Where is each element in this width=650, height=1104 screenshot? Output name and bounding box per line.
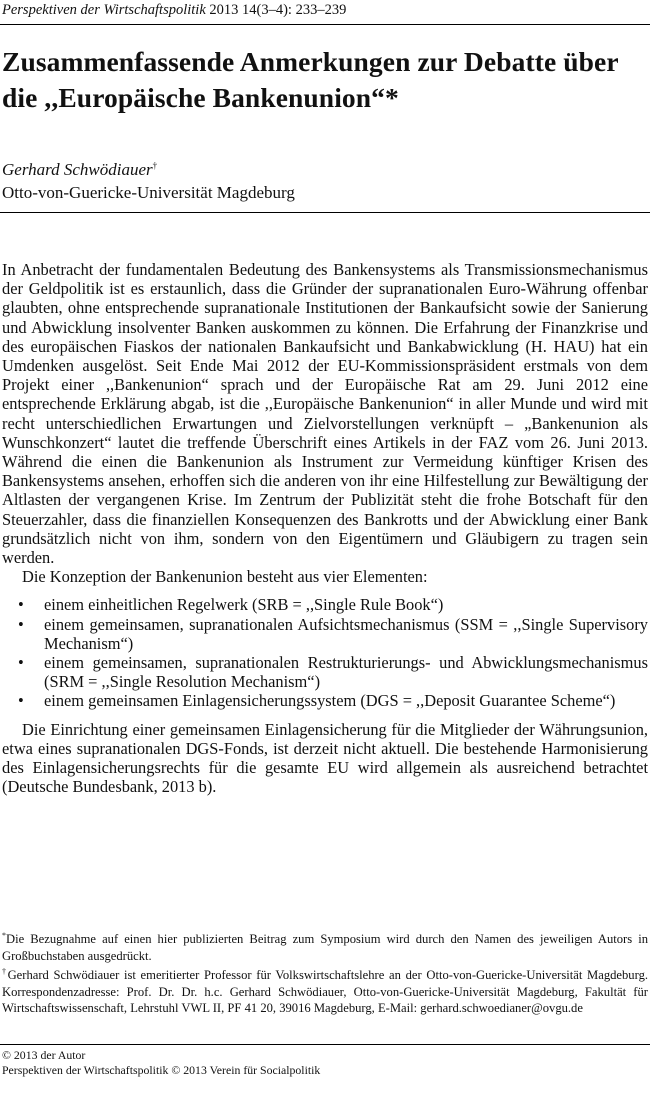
footnotes xyxy=(2,928,648,1016)
bullet-icon: • xyxy=(18,653,24,673)
body-paragraph-2: Die Konzeption der Bankenunion besteht aus vier Elementen: xyxy=(22,567,428,587)
author-name: Gerhard Schwödiauer xyxy=(2,160,153,179)
bullet-icon: • xyxy=(18,691,24,711)
list-item-text: einem gemeinsamen, supranationalen Aufsichtsmechanismus (SSM = ,,Single Supervisory Mechanism“) xyxy=(44,614,648,653)
footnote-2-mark: † xyxy=(2,967,8,976)
header-rule xyxy=(0,24,650,25)
elements-list xyxy=(2,595,648,710)
footnote-2-text: Gerhard Schwödiauer ist emeritierter Professor für Volkswirtschaftslehre an der Otto-von-Guericke-Universität Magdeburg. Korrespondenzadresse: Prof. Dr. Dr. h.c. Gerhard Schwödiauer, Otto-von-Guericke-Universität Magdeburg, Fakultät für Wirtschaftswissenschaft, Lehrstuhl VWL II, PF 41 20, 39016 Magdeburg, E-Mail: gerhard.schwoedianer@ovgu.de xyxy=(2,968,649,1015)
article-body xyxy=(2,260,648,796)
author-footnote-mark: † xyxy=(152,160,158,171)
bullet-icon: • xyxy=(18,614,24,634)
author-line xyxy=(2,160,157,180)
list-item xyxy=(2,691,648,710)
page-footer xyxy=(2,1048,320,1078)
list-item-text: einem gemeinsamen, supranationalen Restrukturierungs- und Abwicklungsmechanismus (SRM = ,,Single Resolution Mechanism“) xyxy=(44,653,648,692)
footnote-1-text: Die Bezugnahme auf einen hier publizierten Beitrag zum Symposium wird durch den Namen des jeweiligen Autors in Großbuchstaben ausgedrückt. xyxy=(2,932,648,963)
list-item-text: einem gemeinsamen Einlagensicherungssystem (DGS = ,,Deposit Guarantee Scheme“) xyxy=(44,691,616,711)
copyright-journal: Perspektiven der Wirtschaftspolitik © 2013 Verein für Socialpolitik xyxy=(2,1063,321,1077)
title-block-rule xyxy=(0,212,650,213)
footer-rule xyxy=(0,1044,650,1045)
author-affiliation: Otto-von-Guericke-Universität Magdeburg xyxy=(2,183,295,202)
list-item xyxy=(2,595,648,614)
bullet-icon: • xyxy=(18,595,24,615)
footnote-2 xyxy=(2,964,648,1016)
journal-name: Perspektiven der Wirtschaftspolitik xyxy=(2,2,206,18)
list-item xyxy=(2,615,648,653)
footnote-1 xyxy=(2,928,648,964)
list-item xyxy=(2,653,648,691)
journal-header xyxy=(2,2,346,19)
body-paragraph-3: Die Einrichtung einer gemeinsamen Einlagensicherung für die Mitglieder der Währungsunion, etwa eines supranationalen DGS-Fonds, ist derzeit nicht aktuell. Die bestehende Harmonisierung des Einlagensicherungsrechts für die gesamte EU wird allgemein als ausreichend betrachtet (Deutsche Bundesbank, 2013 b). xyxy=(2,719,648,797)
copyright-author: © 2013 der Autor xyxy=(2,1048,86,1062)
body-paragraph-1: In Anbetracht der fundamentalen Bedeutung des Bankensystems als Transmissionsmechanismus der Geldpolitik ist es erstaunlich, dass die Gründer der supranationalen Euro-Währung offenbar glaubten, ohne entsprechende supranationale Institutionen der Bankaufsicht sowie der Sanierung und Abwicklung insolventer Banken auskommen zu können. Die Erfahrung der Finanzkrise und des europäischen Fiaskos der nationalen Bankaufsicht und Bankabwicklung (H. HAU) hat ein Umdenken ausgelöst. Seit Ende Mai 2012 der EU-Kommissionspräsident erstmals von dem Projekt einer ,,Bankenunion“ sprach und der Europäische Rat am 29. Juni 2012 eine entsprechende Erklärung abgab, ist die ,,Europäische Bankenunion“ in aller Munde und wird mit recht unterschiedlichen Erwartungen und Zielvorstellungen verknüpft – „Bankenunion als Wunschkonzert“ lautet die treffende Überschrift eines Artikels in der FAZ vom 26. Juni 2013. Während die einen die Bankenunion als Instrument zur Vermeidung künftiger Krisen des Bankensystems ansehen, erhoffen sich die anderen von ihr eine Hilfestellung zur Bewältigung der Altlasten der vergangenen Krise. Im Zentrum der Publizität steht die frohe Botschaft für den Steuerzahler, dass die finanziellen Konsequenzen des Bankrotts und der Abwicklung einer Bank grundsätzlich nicht von ihm, sondern von den Eigentümern und Gläubigern zu tragen sein werden. xyxy=(2,260,648,568)
article-title: Zusammenfassende Anmerkungen zur Debatte über die ,,Europäische Bankenunion“* xyxy=(2,46,619,113)
footnote-1-mark: * xyxy=(2,931,6,940)
journal-citation: 2013 14(3–4): 233–239 xyxy=(205,2,347,18)
list-item-text: einem einheitlichen Regelwerk (SRB = ,,Single Rule Book“) xyxy=(44,595,444,615)
